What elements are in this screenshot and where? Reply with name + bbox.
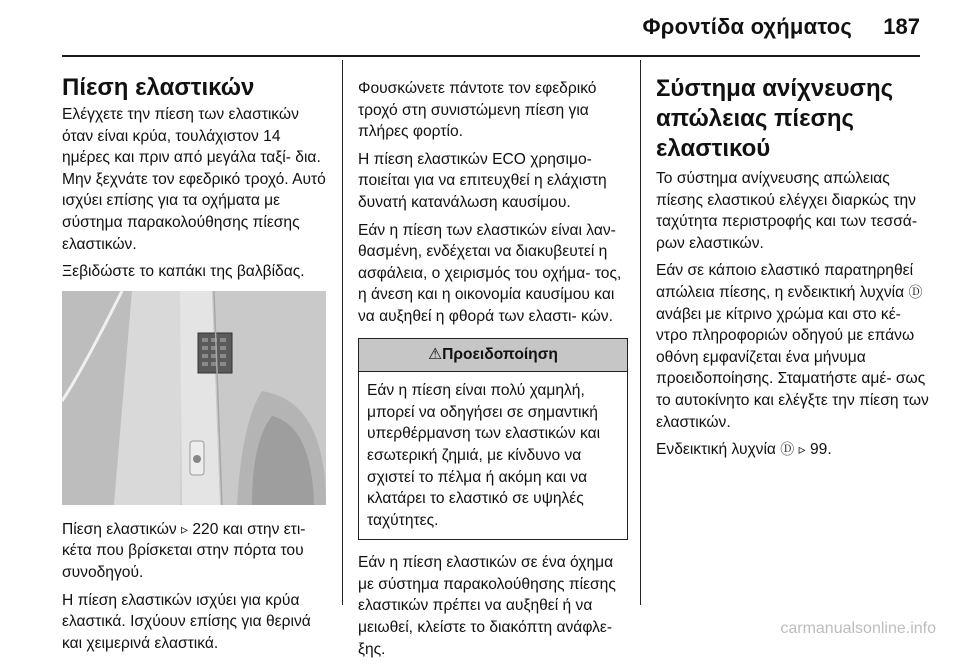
page-header bbox=[0, 0, 960, 56]
column-divider bbox=[640, 60, 641, 605]
paragraph bbox=[656, 439, 930, 461]
column-divider bbox=[342, 60, 343, 605]
warning-box bbox=[358, 338, 628, 541]
illustration-drawing bbox=[62, 291, 326, 505]
text: Πίεση ελαστικών bbox=[62, 520, 181, 538]
section-heading-deflation-detection: Σύστημα ανίχνευσης απώλειας πίεσης ελαστικού bbox=[656, 75, 894, 162]
warning-title: Προειδοποίηση bbox=[442, 345, 558, 363]
warning-header bbox=[359, 339, 627, 373]
paragraph bbox=[656, 260, 930, 433]
watermark: carmanualsonline.info bbox=[780, 620, 936, 637]
section-heading-tyre-pressure: Πίεση ελαστικών bbox=[62, 74, 255, 101]
paragraph: Ελέγχετε την πίεση των ελαστικών όταν είναι κρύα, τουλάχιστον 14 ημέρες και πριν από μεγάλα ταξί- δια. Μην ξεχνάτε τον εφεδρικό τροχό. Αυτό ισχύει επίσης για τα οχήματα με σύστημα παρακολούθησης πίεσης ελαστικών. bbox=[62, 106, 326, 253]
header-divider bbox=[62, 55, 920, 57]
text: Ενδεικτική λυχνία bbox=[656, 441, 781, 459]
text: 99. bbox=[805, 441, 832, 459]
tyre-pressure-warning-icon: Ⓓ bbox=[780, 441, 795, 458]
text: 220 και στην ετι- κέτα που βρίσκεται στην πόρτα του συνοδηγού. bbox=[62, 520, 306, 581]
warning-text: Εάν η πίεση είναι πολύ χαμηλή, μπορεί να οδηγήσει σε σημαντική υπερθέρμανση των ελαστικών και εσωτερική ζημιά, με κίνδυνο να σχιστεί το πέλμα ή ακόμη και να κλατάρει το ελαστικό σε υψηλές ταχύτητες. bbox=[367, 382, 601, 529]
paragraph: Το σύστημα ανίχνευσης απώλειας πίεσης ελαστικού ελέγχει διαρκώς την ταχύτητα περιστροφής και των τεσσά- ρων ελαστικών. bbox=[656, 170, 918, 252]
column-right bbox=[656, 60, 930, 467]
text: ανάβει με κίτρινο χρώμα και στο κέ- ντρο πληροφοριών οδηγού με επάνω οθόνη εμφανίζεται ένα μήνυμα προειδοποίησης. Σταματήστε αμέ- σως το αυτοκίνητο και ελέγξτε την πίεση των ελαστικών. bbox=[656, 305, 929, 431]
page-number: 187 bbox=[883, 14, 920, 39]
warning-triangle-icon: ⚠ bbox=[428, 345, 443, 363]
warning-body bbox=[359, 372, 627, 539]
paragraph: Εάν η πίεση των ελαστικών είναι λαν- θασμένη, ενδέχεται να διακυβευτεί η ασφάλεια, ο χειρισμός του οχήμα- τος, η άνεση και η οικονομία καυσίμου και να αυξηθεί η φθορά των ελαστι- κών. bbox=[358, 221, 622, 325]
tyre-pressure-warning-icon: Ⓓ bbox=[908, 283, 923, 300]
paragraph bbox=[62, 519, 326, 584]
door-pillar-tyre-label-illustration bbox=[62, 291, 326, 505]
paragraph: Η πίεση ελαστικών ισχύει για κρύα ελαστικά. Ισχύουν επίσης για θερινά και χειμερινά ελαστικά. bbox=[62, 591, 311, 652]
chapter-title: Φροντίδα οχήματος bbox=[642, 14, 852, 39]
column-middle bbox=[358, 60, 628, 666]
page-reference-icon: ▹ bbox=[798, 441, 806, 458]
paragraph: Εάν η πίεση ελαστικών σε ένα όχημα με σύστημα παρακολούθησης πίεσης ελαστικών πρέπει να αυξηθεί ή να μειωθεί, κλείστε το διακόπτη ανάφλε- ξης. bbox=[358, 554, 616, 658]
page-reference-icon: ▹ bbox=[181, 520, 189, 537]
paragraph: Φουσκώνετε πάντοτε τον εφεδρικό τροχό στη συνιστώμενη πίεση για πλήρες φορτίο. bbox=[358, 80, 597, 141]
paragraph: Ξεβιδώστε το καπάκι της βαλβίδας. bbox=[62, 263, 305, 281]
column-left bbox=[62, 60, 326, 660]
paragraph: Η πίεση ελαστικών ECO χρησιμο- ποιείται για να επιτευχθεί η ελάχιστη δυνατή κατανάλωση καυσίμου. bbox=[358, 150, 607, 211]
text: Εάν σε κάποιο ελαστικό παρατηρηθεί απώλεια πίεσης, η ενδεικτική λυχνία bbox=[656, 262, 914, 301]
